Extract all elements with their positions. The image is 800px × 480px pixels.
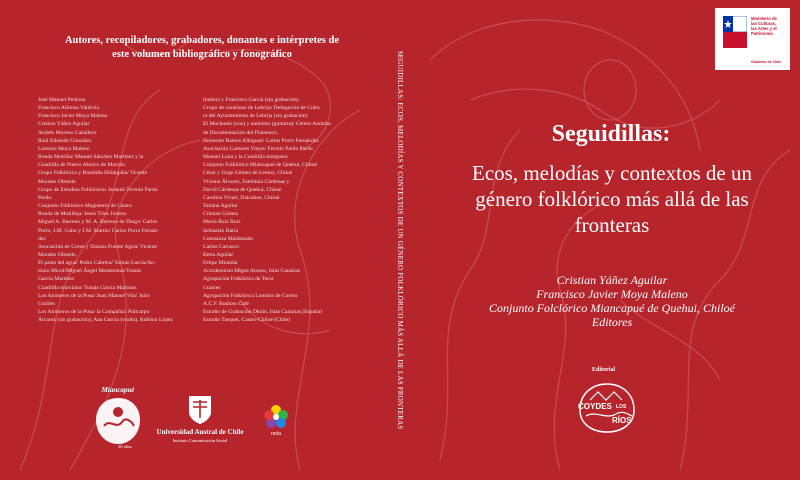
publisher-logo-text-3: RÍOS [612, 416, 632, 425]
contributor-line: Los Animeros de la Posa/ Juan Manuel Vila/ Julio [38, 292, 150, 299]
contributor-line: Constanza Maldonado [203, 235, 254, 242]
contributor-line: dez [38, 235, 46, 242]
contributors-left-column [38, 96, 186, 324]
miancapue-logo [88, 386, 148, 452]
contributor-line: Andrés Moreno Caballero [38, 129, 97, 136]
editor-name: Conjunto Folclórico Miancapué de Quehui, Chiloé [489, 301, 735, 315]
editor-name: Cristian Yáñez Aguilar [556, 273, 668, 287]
contributor-line: Porro, J.M. Cubo y J.M. Martín/ Carlos Porro Fernán- [38, 227, 160, 234]
ministry-logo [715, 8, 790, 70]
contributor-line: (bailes) y Francisco García (sin grabación). [203, 97, 300, 103]
ministry-name [751, 16, 787, 36]
contributor-line: Viviana Álvarez, Estefanía Cárdenas y [203, 178, 290, 185]
contributor-line: Cristian Gómez [203, 211, 239, 218]
publisher-logo [572, 380, 642, 435]
ministry-line: Patrimonio [751, 31, 773, 36]
contributor-line: tonio Micol/Miguel Ángel Montesinos/Tomás [38, 268, 141, 275]
contributor-line: ra del Ayuntamiento de Lebrija (sin grabación) [203, 113, 308, 120]
contributor-line: David Cárdenas de Quehui, Chiloé. [203, 186, 283, 193]
contributor-line: Miguel A. Barreno y M. A. Barreno de Diego/ Carlos [38, 219, 158, 226]
contributor-line: César y Jorge Gómez de Lemuy, Chiloé [203, 170, 293, 177]
contributor-line: Carlos Carrasco [203, 243, 239, 250]
back-cover [0, 0, 378, 480]
book-editors [452, 273, 772, 329]
chile-flag-icon [723, 16, 747, 48]
contributor-line: Francisco Javier Moya Maleno [38, 113, 108, 120]
contributor-line: Conjunto Folklórico Magisterio de Castro [38, 203, 132, 210]
contributor-line: Manuel Luna y la Cuadrilla murguera [203, 154, 288, 161]
reda-logo-text: reda [270, 431, 281, 437]
ministry-line: Ministerio de [751, 16, 777, 21]
university-logo [150, 392, 250, 452]
contributor-line: Francisco Alfonso Valdivia [38, 105, 99, 112]
ministry-line: las Artes y el [751, 26, 777, 31]
contributor-line: Estudio de Grabación Dknín, Islas Canarias (España) [203, 309, 323, 316]
contributor-line: Grupo de coralistas de Lebrija/ Delegación de Cultu [203, 105, 320, 112]
contributor-line: El Mochuelo (voz) y anónimo (guitarra)/ Centro Andaluz [203, 121, 332, 128]
contributor-line: Guaires [203, 284, 221, 291]
contributor-line: Acordeonista Migue Alonso, Islas Canarias [203, 268, 301, 275]
ministry-line: las Culturas, [751, 21, 777, 26]
contributors-heading: Autores, recopiladores, grabadores, donantes e intérpretes de este volumen bibliográfico y fonográfico [64, 35, 340, 60]
contributor-line: Grupo de Estudios Folklóricos Jarandí/ Fermín Pardo [38, 186, 158, 193]
contributor-line: Grupo Folklórico y Rondalla Hidalgaña/ Vicente [38, 170, 148, 177]
contributor-line: Guillén [38, 300, 55, 307]
contributor-line: Cristian Yáñez Aguilar [38, 121, 90, 128]
reda-logo [258, 404, 294, 444]
contributor-line: de Documentación del Flamenco. [203, 129, 279, 136]
contributor-line: Agrupación Folklórica de Teror [203, 276, 274, 283]
editor-name: Francisco Javier Moya Maleno [536, 287, 688, 301]
contributor-line: Carolina Vivart, Dalcahue, Chiloé. [203, 194, 281, 201]
contributor-line: Mario Ruiz Ruiz [203, 219, 241, 226]
book-spine [378, 0, 422, 480]
contributor-line: Tatiana Aguilar [203, 203, 238, 210]
contributor-line: García Martínez [38, 276, 75, 283]
contributor-line: Honorato Ramos Albiguez/ Carlos Porro Fernández [203, 137, 319, 144]
university-shield-icon [187, 394, 213, 426]
contributor-line: Raúl Eduardo González [38, 137, 92, 144]
contributors-right-column [203, 96, 365, 324]
contributor-line: José Manuel Pedrosa [38, 97, 86, 103]
contributor-line: Los Animeros de la Posa/ la Compañía: Policarpo [38, 309, 150, 316]
contributor-line: Conjunto Folklórico Miancapué de Quehui, Chiloé [203, 162, 318, 169]
contributor-line: Cuadrilla murciana/ Tomás García Martínez [38, 284, 137, 291]
miancapue-logo-sub: 30 años [118, 444, 132, 449]
editors-label: Editores [591, 315, 633, 329]
university-sub: Instituto Comunicación Social [172, 438, 228, 443]
miancapue-logo-text: Miancapué [101, 386, 135, 394]
contributor-line: Felipe Miranda [203, 260, 238, 267]
publisher-logo-text-2: LOS [616, 404, 627, 410]
contributor-line: Agrupación Folklórica Lomitos de Correa [203, 292, 298, 299]
contributor-line: Lorenzo Moya Maleno [38, 145, 90, 152]
contributor-line: Berta Aguilar [203, 251, 234, 258]
contributor-line: Asociación Cantares Viejos/ Fermín Pardo Pardo [203, 145, 313, 152]
book-title: Seguidillas: [551, 121, 671, 147]
editorial-label: Editorial [592, 367, 616, 373]
ministry-sub: Gobierno de Chile [751, 60, 782, 64]
contributor-line: Morales Olmedo [38, 251, 76, 258]
contributor-line: Cuadrilla de Puerto Alarico de Marcilo [38, 162, 126, 169]
publisher-logo-text-1: COYDES [578, 402, 612, 411]
book-subtitle: Ecos, melodías y contextos de un género folklórico más allá de las fronteras [472, 161, 752, 237]
contributor-line: El pasto del agua/ Pedro Cabrera/ Tomás García/An- [38, 260, 156, 267]
contributor-line: Sebastián Baria [203, 227, 238, 234]
front-cover [422, 0, 800, 480]
reda-flower-icon [263, 404, 289, 430]
contributor-line: Ronda de Motilleja/ Jesús Trius Jimeno [38, 211, 127, 218]
contributor-line: A.C.F. Budioto Café [203, 300, 250, 307]
contributor-line: Asociación de Coros y Danzas Fuente Agria/ Vicente [38, 243, 158, 250]
university-name: Universidad Austral de Chile [156, 428, 244, 436]
contributor-line: Estudio Tasquet, Castro-Chiloé (Chile) [203, 317, 291, 324]
contributor-line: Morales Olmedo [38, 178, 76, 185]
contributor-line: Ronda Motriña/ Manuel Sánchez Martínez y la [38, 154, 144, 161]
contributor-line: Álvarez (sin grabación), Ana García (violín), Balbino López [38, 317, 173, 324]
spine-title: SEGUIDILLAS: ECOS, MELODÍAS Y CONTEXTOS DE UN GÉNERO FOLKLÓRICO MÁS ALLÁ DE LAS FRONTERAS [396, 50, 404, 430]
contributor-line: Pardo. [38, 194, 53, 201]
